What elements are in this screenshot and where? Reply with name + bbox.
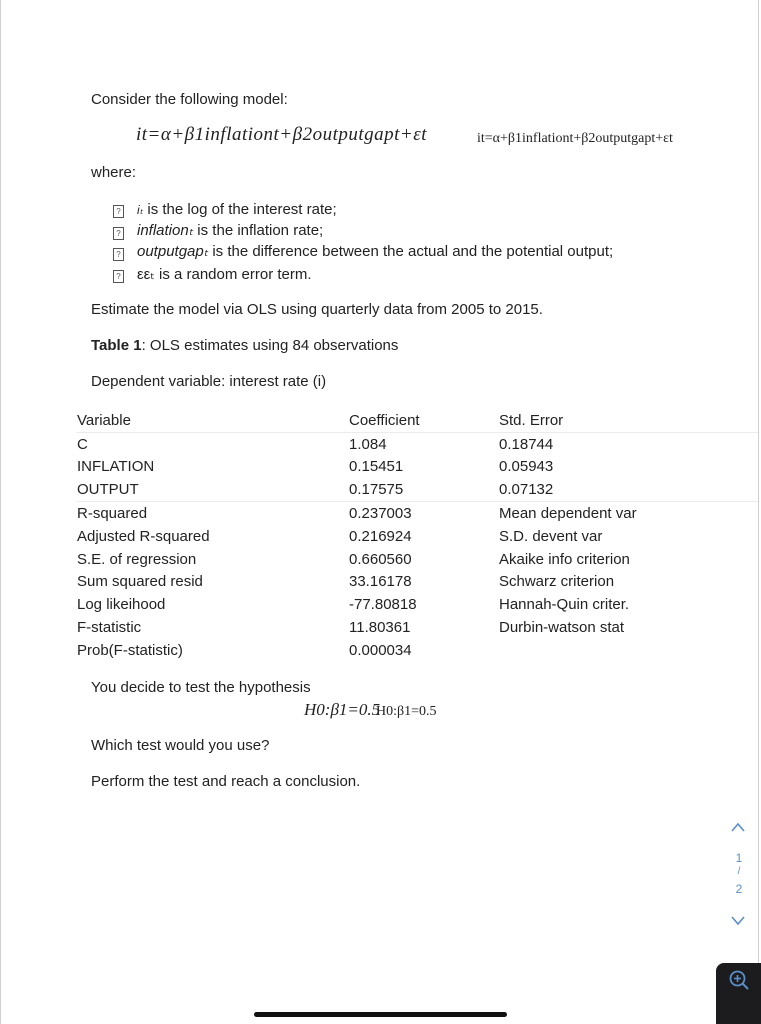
page-separator: / xyxy=(737,866,741,877)
where-label: where: xyxy=(91,164,137,181)
intro-text: Consider the following model: xyxy=(91,91,288,108)
hypothesis-equation: H0:β1=0.5 xyxy=(304,700,381,719)
table-cell: 0.000034 xyxy=(349,642,412,659)
chevron-down-icon[interactable] xyxy=(731,916,745,926)
total-pages: 2 xyxy=(735,882,743,896)
table-header: Variable xyxy=(77,412,131,429)
zoom-button[interactable] xyxy=(716,963,761,1024)
table-cell: F-statistic xyxy=(77,619,142,636)
hypothesis-intro: You decide to test the hypothesis xyxy=(91,679,311,696)
table-cell: 1.084 xyxy=(349,436,387,453)
table-cell: 0.237003 xyxy=(349,505,412,522)
list-item: εεₜ is a random error term. xyxy=(137,266,312,283)
missing-glyph-icon: ? xyxy=(113,227,124,240)
model-equation xyxy=(136,124,427,146)
table-cell: C xyxy=(77,436,88,453)
estimate-text: Estimate the model via OLS using quarterly data from 2005 to 2015. xyxy=(91,301,543,318)
table-cell: R-squared xyxy=(77,505,148,522)
table-cell: S.E. of regression xyxy=(77,551,197,568)
table-header: Std. Error xyxy=(499,412,564,429)
table-cell: 0.216924 xyxy=(349,528,412,545)
table-cell: 11.80361 xyxy=(349,619,411,636)
divider xyxy=(76,432,758,433)
model-equation-fallback: it=α+β1inflationt+β2outputgapt+εt xyxy=(477,131,673,146)
table-cell: Prob(F-statistic) xyxy=(77,642,183,659)
missing-glyph-icon: ? xyxy=(113,248,124,261)
home-indicator[interactable] xyxy=(254,1012,507,1017)
table-cell: 0.07132 xyxy=(499,481,554,498)
list-item: iₜ is the log of the interest rate; xyxy=(137,201,337,218)
table-cell: Sum squared resid xyxy=(77,573,203,590)
table-cell: OUTPUT xyxy=(77,481,139,498)
table-cell: Adjusted R-squared xyxy=(77,528,210,545)
current-page: 1 xyxy=(735,851,743,865)
table-cell: Schwarz criterion xyxy=(499,573,615,590)
dependent-variable: Dependent variable: interest rate (i) xyxy=(91,373,327,390)
table-cell: 0.15451 xyxy=(349,458,404,475)
table-cell: 0.18744 xyxy=(499,436,554,453)
model-equation-text: it=α+β1inflationt+β2outputgapt+εt xyxy=(136,124,428,145)
page-border-right xyxy=(758,0,759,1024)
hypothesis-fallback: H0:β1=0.5 xyxy=(376,704,437,719)
table-cell: Akaike info criterion xyxy=(499,551,630,568)
missing-glyph-icon: ? xyxy=(113,205,124,218)
table-cell: 0.660560 xyxy=(349,551,412,568)
table-cell: 0.05943 xyxy=(499,458,554,475)
table-caption: Table 1: OLS estimates using 84 observations xyxy=(91,337,399,354)
table-cell: S.D. devent var xyxy=(499,528,603,545)
divider xyxy=(76,501,758,502)
table-cell: Mean dependent var xyxy=(499,505,637,522)
table-cell: -77.80818 xyxy=(349,596,417,613)
list-item: inflationₜ is the inflation rate; xyxy=(137,222,324,239)
table-cell: Hannah-Quin criter. xyxy=(499,596,630,613)
question-conclusion: Perform the test and reach a conclusion. xyxy=(91,773,361,790)
table-cell: Durbin-watson stat xyxy=(499,619,625,636)
list-item: outputgapₜ is the difference between the actual and the potential output; xyxy=(137,243,614,260)
table-cell: 0.17575 xyxy=(349,481,404,498)
page-border-left xyxy=(0,0,1,1024)
question-test: Which test would you use? xyxy=(91,737,270,754)
table-cell: Log likeihood xyxy=(77,596,166,613)
table-cell: INFLATION xyxy=(77,458,155,475)
table-cell: 33.16178 xyxy=(349,573,412,590)
table-header: Coefficient xyxy=(349,412,420,429)
zoom-in-icon xyxy=(728,969,750,991)
chevron-up-icon[interactable] xyxy=(731,822,745,832)
missing-glyph-icon: ? xyxy=(113,270,124,283)
